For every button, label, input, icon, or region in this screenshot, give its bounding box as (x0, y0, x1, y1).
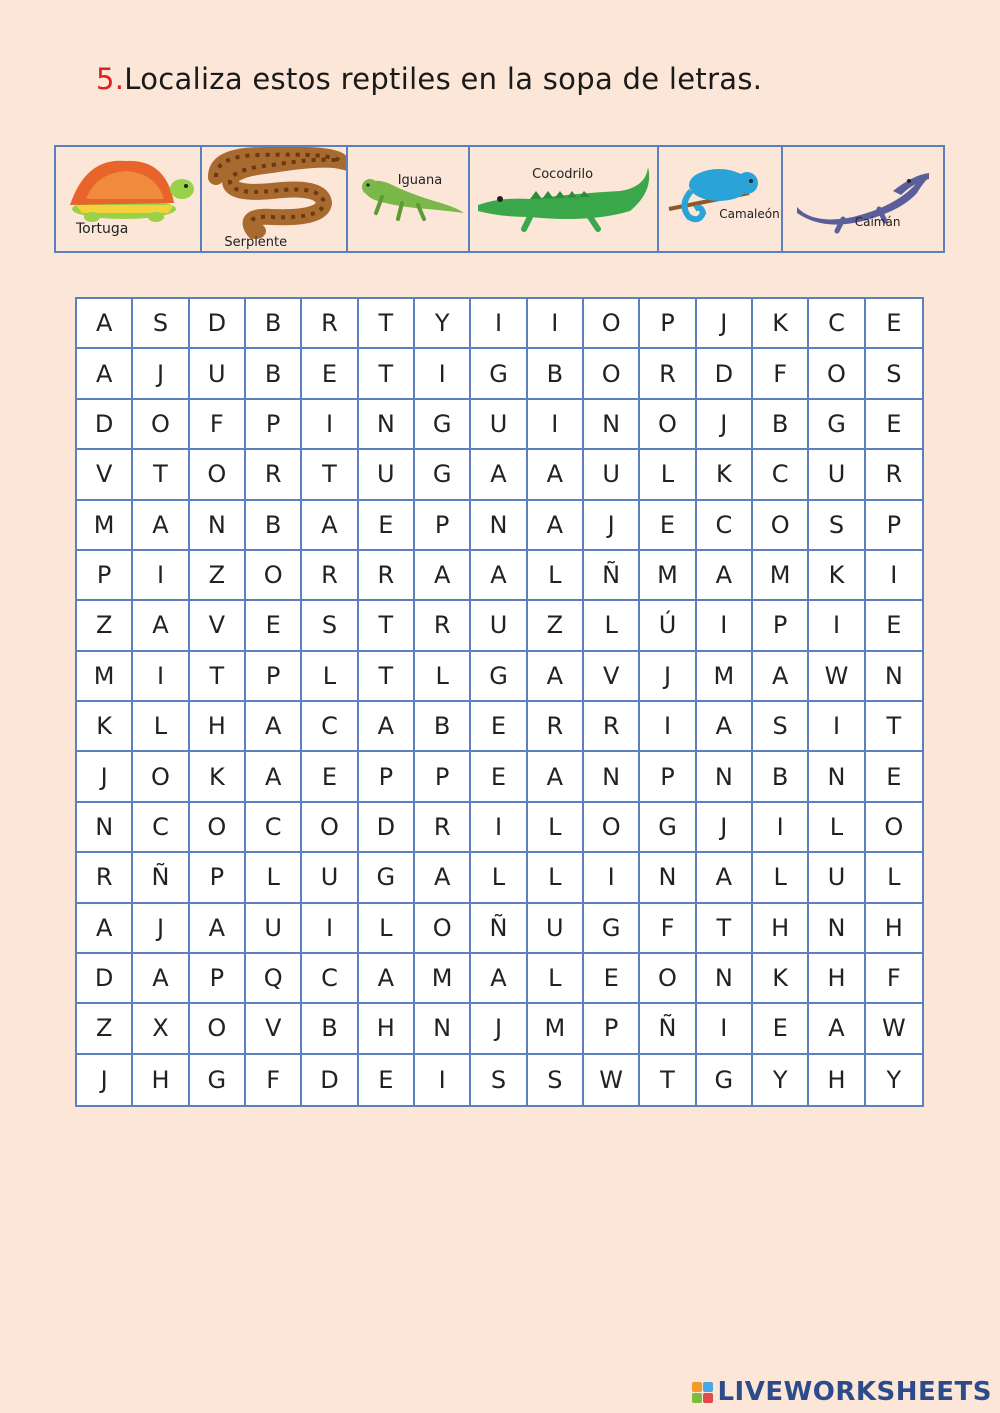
grid-cell[interactable]: C (809, 299, 865, 349)
grid-cell[interactable]: K (753, 299, 809, 349)
grid-cell[interactable]: E (753, 1004, 809, 1054)
grid-cell[interactable]: U (246, 904, 302, 954)
grid-cell[interactable]: S (471, 1055, 527, 1105)
grid-cell[interactable]: P (246, 652, 302, 702)
grid-cell[interactable]: I (302, 904, 358, 954)
grid-cell[interactable]: T (359, 349, 415, 399)
grid-cell[interactable]: E (246, 601, 302, 651)
grid-cell[interactable]: U (302, 853, 358, 903)
grid-cell[interactable]: U (584, 450, 640, 500)
grid-cell[interactable]: A (697, 853, 753, 903)
grid-cell[interactable]: O (640, 400, 696, 450)
grid-cell[interactable]: L (246, 853, 302, 903)
grid-cell[interactable]: P (190, 954, 246, 1004)
liveworksheets-logo (692, 1377, 992, 1407)
grid-cell[interactable]: O (190, 1004, 246, 1054)
grid-cell[interactable]: U (528, 904, 584, 954)
grid-cell[interactable]: Ñ (584, 551, 640, 601)
grid-cell[interactable]: G (640, 803, 696, 853)
grid-cell[interactable]: J (584, 501, 640, 551)
animal-cell-caiman (783, 147, 943, 251)
grid-cell[interactable]: I (584, 853, 640, 903)
grid-cell[interactable]: E (866, 752, 922, 802)
grid-cell[interactable]: G (471, 652, 527, 702)
grid-cell[interactable]: H (133, 1055, 189, 1105)
grid-cell[interactable]: G (471, 349, 527, 399)
grid-cell[interactable]: H (866, 904, 922, 954)
grid-cell[interactable]: D (77, 400, 133, 450)
grid-cell[interactable]: J (77, 752, 133, 802)
grid-cell[interactable]: N (697, 752, 753, 802)
grid-cell[interactable]: Z (77, 1004, 133, 1054)
grid-cell[interactable]: M (77, 501, 133, 551)
grid-cell[interactable]: A (528, 652, 584, 702)
grid-cell[interactable]: B (528, 349, 584, 399)
grid-cell[interactable]: G (190, 1055, 246, 1105)
grid-cell[interactable]: T (640, 1055, 696, 1105)
grid-cell[interactable]: O (190, 803, 246, 853)
grid-cell[interactable]: R (246, 450, 302, 500)
animal-cell-cocodrilo (470, 147, 659, 251)
grid-cell[interactable]: U (809, 853, 865, 903)
grid-cell[interactable]: N (809, 752, 865, 802)
grid-cell[interactable]: X (133, 1004, 189, 1054)
grid-cell[interactable]: W (809, 652, 865, 702)
grid-cell[interactable]: N (584, 400, 640, 450)
chameleon-icon (659, 147, 782, 251)
grid-cell[interactable]: G (697, 1055, 753, 1105)
grid-cell[interactable]: P (640, 752, 696, 802)
grid-cell[interactable]: A (415, 551, 471, 601)
grid-cell[interactable]: O (866, 803, 922, 853)
grid-cell[interactable]: J (697, 299, 753, 349)
grid-cell[interactable]: Q (246, 954, 302, 1004)
grid-cell[interactable]: A (415, 853, 471, 903)
grid-cell[interactable]: V (190, 601, 246, 651)
grid-cell[interactable]: I (528, 299, 584, 349)
grid-cell[interactable]: A (246, 702, 302, 752)
grid-cell[interactable]: R (528, 702, 584, 752)
grid-cell[interactable]: H (809, 954, 865, 1004)
grid-cell[interactable]: K (697, 450, 753, 500)
grid-cell[interactable]: I (809, 601, 865, 651)
animal-cell-tortuga (56, 147, 202, 251)
grid-cell[interactable]: P (415, 501, 471, 551)
grid-cell[interactable]: O (753, 501, 809, 551)
grid-cell[interactable]: P (640, 299, 696, 349)
grid-cell[interactable]: J (471, 1004, 527, 1054)
grid-cell[interactable]: D (77, 954, 133, 1004)
grid-cell[interactable]: I (133, 652, 189, 702)
grid-cell[interactable]: N (640, 853, 696, 903)
caiman-icon (783, 147, 943, 251)
grid-cell[interactable]: E (359, 501, 415, 551)
grid-cell[interactable]: W (584, 1055, 640, 1105)
grid-cell[interactable]: O (584, 349, 640, 399)
grid-cell[interactable]: N (190, 501, 246, 551)
grid-cell[interactable]: J (133, 349, 189, 399)
grid-cell[interactable]: D (359, 803, 415, 853)
iguana-icon (348, 147, 470, 251)
grid-cell[interactable]: L (471, 853, 527, 903)
grid-cell[interactable]: C (246, 803, 302, 853)
grid-cell[interactable]: Ñ (640, 1004, 696, 1054)
grid-cell[interactable]: B (753, 752, 809, 802)
liveworksheets-mark-icon (692, 1382, 713, 1403)
grid-cell[interactable]: J (697, 803, 753, 853)
grid-cell[interactable]: A (528, 752, 584, 802)
grid-cell[interactable]: U (471, 601, 527, 651)
grid-cell[interactable]: G (415, 400, 471, 450)
grid-cell[interactable]: I (415, 1055, 471, 1105)
grid-cell[interactable]: A (528, 501, 584, 551)
grid-cell[interactable]: N (415, 1004, 471, 1054)
animal-cell-camaleon (659, 147, 782, 251)
grid-cell[interactable]: P (359, 752, 415, 802)
animal-label-serpiente: Serpiente (224, 235, 288, 250)
grid-cell[interactable]: P (246, 400, 302, 450)
grid-cell[interactable]: Z (190, 551, 246, 601)
grid-cell[interactable]: F (640, 904, 696, 954)
grid-cell[interactable]: E (866, 299, 922, 349)
grid-cell[interactable]: L (528, 551, 584, 601)
grid-cell[interactable]: K (809, 551, 865, 601)
grid-cell[interactable]: A (77, 349, 133, 399)
grid-cell[interactable]: N (77, 803, 133, 853)
grid-cell[interactable]: L (528, 954, 584, 1004)
animal-label-tortuga: Tortuga (76, 221, 129, 237)
grid-cell[interactable]: M (640, 551, 696, 601)
grid-cell[interactable]: A (471, 450, 527, 500)
grid-cell[interactable]: Y (415, 299, 471, 349)
grid-cell[interactable]: J (133, 904, 189, 954)
grid-cell[interactable]: E (471, 702, 527, 752)
grid-cell[interactable]: G (809, 400, 865, 450)
grid-cell[interactable]: L (584, 601, 640, 651)
grid-cell[interactable]: I (697, 1004, 753, 1054)
grid-cell[interactable]: A (246, 752, 302, 802)
grid-cell[interactable]: O (809, 349, 865, 399)
grid-cell[interactable]: O (584, 299, 640, 349)
grid-cell[interactable]: F (190, 400, 246, 450)
grid-cell[interactable]: D (302, 1055, 358, 1105)
grid-cell[interactable]: B (246, 349, 302, 399)
grid-cell[interactable]: L (528, 803, 584, 853)
grid-cell[interactable]: P (190, 853, 246, 903)
grid-cell[interactable]: T (359, 652, 415, 702)
grid-cell[interactable]: B (246, 299, 302, 349)
grid-cell[interactable]: A (697, 702, 753, 752)
grid-cell[interactable]: M (77, 652, 133, 702)
grid-cell[interactable]: Ú (640, 601, 696, 651)
grid-cell[interactable]: H (753, 904, 809, 954)
grid-cell[interactable]: M (528, 1004, 584, 1054)
grid-cell[interactable]: S (133, 299, 189, 349)
grid-cell[interactable]: B (246, 501, 302, 551)
grid-cell[interactable]: P (415, 752, 471, 802)
grid-cell[interactable]: K (77, 702, 133, 752)
grid-cell[interactable]: R (302, 551, 358, 601)
grid-cell[interactable]: Ñ (133, 853, 189, 903)
grid-cell[interactable]: I (640, 702, 696, 752)
animal-strip (54, 145, 945, 253)
grid-cell[interactable]: O (302, 803, 358, 853)
instruction (96, 62, 762, 96)
grid-cell[interactable]: M (415, 954, 471, 1004)
grid-cell[interactable]: C (753, 450, 809, 500)
grid-cell[interactable]: O (246, 551, 302, 601)
grid-cell[interactable]: U (471, 400, 527, 450)
grid-cell[interactable]: E (640, 501, 696, 551)
grid-cell[interactable]: K (753, 954, 809, 1004)
grid-cell[interactable]: G (584, 904, 640, 954)
grid-cell[interactable]: A (133, 601, 189, 651)
grid-cell[interactable]: Z (528, 601, 584, 651)
instruction-number: 5. (96, 62, 125, 96)
grid-cell[interactable]: O (190, 450, 246, 500)
grid-cell[interactable]: D (190, 299, 246, 349)
grid-cell[interactable]: T (359, 299, 415, 349)
grid-cell[interactable]: A (471, 954, 527, 1004)
grid-cell[interactable]: W (866, 1004, 922, 1054)
grid-cell[interactable]: C (302, 954, 358, 1004)
grid-cell[interactable]: T (302, 450, 358, 500)
grid-cell[interactable]: I (302, 400, 358, 450)
grid-cell[interactable]: Y (886, 1065, 902, 1094)
grid-cell[interactable]: Ñ (471, 904, 527, 954)
grid-cell[interactable]: Z (77, 601, 133, 651)
liveworksheets-text: LIVEWORKSHEETS (717, 1377, 992, 1407)
grid-cell[interactable]: O (133, 752, 189, 802)
grid-cell[interactable]: A (528, 450, 584, 500)
grid-cell[interactable]: S (809, 501, 865, 551)
grid-cell[interactable]: A (77, 299, 133, 349)
grid-cell[interactable]: S (302, 601, 358, 651)
grid-cell[interactable]: T (190, 652, 246, 702)
grid-cell[interactable]: N (697, 954, 753, 1004)
grid-cell[interactable]: E (302, 349, 358, 399)
grid-cell[interactable]: R (302, 299, 358, 349)
grid-cell[interactable]: V (77, 450, 133, 500)
grid-cell[interactable]: V (246, 1004, 302, 1054)
grid-cell[interactable]: A (809, 1004, 865, 1054)
grid-cell[interactable]: D (697, 349, 753, 399)
grid-cell[interactable]: R (77, 853, 133, 903)
grid-cell[interactable]: B (302, 1004, 358, 1054)
grid-cell[interactable]: K (190, 752, 246, 802)
grid-cell[interactable]: R (415, 803, 471, 853)
grid-cell[interactable]: T (866, 702, 922, 752)
grid-cell[interactable]: I (866, 551, 922, 601)
grid-cell[interactable]: J (640, 652, 696, 702)
grid-cell[interactable]: E (584, 954, 640, 1004)
grid-cell[interactable]: J (77, 1055, 133, 1105)
animal-label-caiman: Caimán (854, 215, 901, 229)
grid-cell[interactable]: O (584, 803, 640, 853)
grid-cell[interactable]: E (866, 400, 922, 450)
grid-cell[interactable]: L (753, 853, 809, 903)
grid-cell[interactable]: A (133, 501, 189, 551)
grid-cell[interactable]: I (809, 702, 865, 752)
grid-cell[interactable]: L (528, 853, 584, 903)
grid-cell[interactable]: P (584, 1004, 640, 1054)
instruction-text: Localiza estos reptiles en la sopa de letras. (124, 62, 763, 96)
grid-cell[interactable]: I (697, 601, 753, 651)
grid-cell[interactable]: H (190, 702, 246, 752)
animal-cell-iguana (348, 147, 470, 251)
grid-cell[interactable]: B (415, 702, 471, 752)
grid-cell[interactable]: E (359, 1055, 415, 1105)
grid-cell[interactable]: L (359, 904, 415, 954)
grid-cell[interactable]: T (697, 904, 753, 954)
grid-cell[interactable]: S (753, 702, 809, 752)
grid-cell[interactable]: I (528, 400, 584, 450)
grid-cell[interactable]: L (302, 652, 358, 702)
grid-cell[interactable]: C (697, 501, 753, 551)
grid-cell[interactable]: Y (753, 1055, 809, 1105)
grid-cell[interactable]: H (359, 1004, 415, 1054)
grid-cell[interactable]: T (359, 601, 415, 651)
grid-cell[interactable]: A (359, 954, 415, 1004)
animal-label-iguana: Iguana (397, 173, 443, 188)
grid-cell[interactable]: N (866, 652, 922, 702)
grid-cell[interactable]: A (77, 904, 133, 954)
grid-cell[interactable]: I (133, 551, 189, 601)
grid-cell[interactable]: J (697, 400, 753, 450)
grid-cell[interactable]: P (866, 501, 922, 551)
animal-cell-serpiente (202, 147, 347, 251)
grid-cell[interactable]: I (471, 803, 527, 853)
animal-label-camaleon: Camaleón (719, 207, 780, 221)
grid-cell[interactable]: H (809, 1055, 865, 1105)
grid-cell[interactable]: A (471, 551, 527, 601)
grid-cell[interactable]: O (415, 904, 471, 954)
grid-cell[interactable]: L (133, 702, 189, 752)
grid-cell[interactable]: I (415, 349, 471, 399)
animal-label-cocodrilo: Cocodrilo (532, 167, 594, 182)
grid-cell[interactable]: R (359, 551, 415, 601)
grid-cell[interactable]: M (697, 652, 753, 702)
grid-cell[interactable]: N (359, 400, 415, 450)
grid-cell[interactable]: N (584, 752, 640, 802)
grid-cell[interactable]: A (190, 904, 246, 954)
grid-cell[interactable]: R (415, 601, 471, 651)
grid-cell[interactable]: G (359, 853, 415, 903)
grid-cell[interactable]: T (133, 450, 189, 500)
grid-cell[interactable]: B (753, 400, 809, 450)
grid-cell[interactable]: C (133, 803, 189, 853)
grid-cell[interactable]: S (528, 1055, 584, 1105)
grid-cell[interactable]: V (584, 652, 640, 702)
grid-cell[interactable]: F (246, 1055, 302, 1105)
grid-cell[interactable]: L (415, 652, 471, 702)
grid-cell[interactable]: A (133, 954, 189, 1004)
grid-cell[interactable]: L (640, 450, 696, 500)
grid-cell[interactable]: P (77, 551, 133, 601)
grid-cell[interactable]: O (133, 400, 189, 450)
crocodile-icon (470, 147, 659, 251)
grid-cell[interactable]: U (359, 450, 415, 500)
grid-cell[interactable]: G (415, 450, 471, 500)
grid-cell[interactable]: E (302, 752, 358, 802)
word-search-grid (75, 297, 924, 1107)
grid-cell[interactable]: E (471, 752, 527, 802)
grid-cell[interactable]: U (190, 349, 246, 399)
grid-cell[interactable]: E (866, 601, 922, 651)
grid-cell[interactable]: R (640, 349, 696, 399)
grid-cell[interactable]: N (471, 501, 527, 551)
grid-cell[interactable]: R (866, 450, 922, 500)
grid-cell[interactable]: I (753, 803, 809, 853)
grid-cell[interactable]: F (866, 954, 922, 1004)
grid-cell[interactable]: S (866, 349, 922, 399)
grid-cell[interactable]: L (809, 803, 865, 853)
grid-cell[interactable]: A (697, 551, 753, 601)
grid-cell[interactable]: F (753, 349, 809, 399)
grid-cell[interactable]: A (302, 501, 358, 551)
grid-cell[interactable]: R (584, 702, 640, 752)
grid-cell[interactable]: P (753, 601, 809, 651)
grid-cell[interactable]: O (640, 954, 696, 1004)
grid-cell[interactable]: M (753, 551, 809, 601)
grid-cell[interactable]: U (809, 450, 865, 500)
grid-cell[interactable]: L (866, 853, 922, 903)
grid-cell[interactable]: N (809, 904, 865, 954)
grid-cell[interactable]: A (753, 652, 809, 702)
grid-cell[interactable]: I (471, 299, 527, 349)
grid-cell[interactable]: C (302, 702, 358, 752)
grid-cell[interactable]: A (359, 702, 415, 752)
